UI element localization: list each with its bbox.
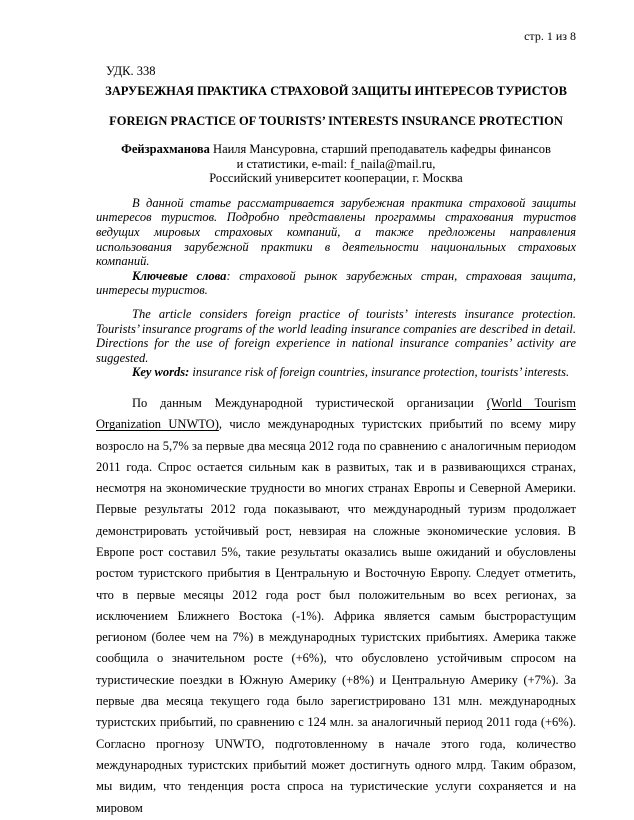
udc-code: УДК. 338 xyxy=(106,64,156,78)
article-title-russian: ЗАРУБЕЖНАЯ ПРАКТИКА СТРАХОВОЙ ЗАЩИТЫ ИНТЕРЕСОВ ТУРИСТОВ xyxy=(105,84,567,98)
keywords-russian-text: : страховой рынок зарубежных стран, страховая защита, интересы туристов. xyxy=(96,268,577,298)
author-line-2-email: и статистики, e-mail: f_naila@mail.ru, xyxy=(236,156,436,171)
keywords-english-text: insurance risk of foreign countries, insurance protection, tourists’ interests. xyxy=(189,365,570,380)
unwto-underlined-reference: (World Tourism Organization UNWTO) xyxy=(96,395,577,432)
abstract-russian: В данной статье рассматривается зарубежная практика страховой защиты интересов туристов. Подробно представлены программы страхования туристов ведущих мировых страховых компаний, а также предложены направления использования зарубежной практики в деятельности национальных страховых компаний. xyxy=(96,195,576,269)
author-block xyxy=(96,142,576,186)
author-line-1 xyxy=(96,142,576,157)
page-number: стр. 1 из 8 xyxy=(524,29,576,43)
article-title-english: FOREIGN PRACTICE OF TOURISTS’ INTERESTS INSURANCE PROTECTION xyxy=(109,114,563,128)
keywords-russian-label: Ключевые слова xyxy=(132,268,227,283)
author-name-position: Наиля Мансуровна, старший преподаватель кафедры финансов xyxy=(209,142,551,156)
abstract-english: The article considers foreign practice of tourists’ interests insurance protection. Tourists’ insurance programs of the world leading insurance companies are described in detail. Directions for the use of foreign experience in national insurance companies’ activity are suggested. xyxy=(96,306,576,365)
keywords-russian xyxy=(96,269,576,298)
keywords-english-label: Key words: xyxy=(132,365,190,380)
author-surname: Фейзрахманова xyxy=(121,142,210,156)
author-line-3-affiliation: Российский университет кооперации, г. Москва xyxy=(209,171,463,186)
keywords-english xyxy=(96,365,576,380)
body-paragraph xyxy=(96,393,576,819)
body-text-rest: , число международных туристских прибытий по всему миру возросло на 5,7% за первые два месяца 2012 года по сравнению с аналогичным периодом 2011 года. Спрос остается сильным как в развитых, так и в развивающихся странах, несмотря на экономические трудности во многих странах Европы и Северной Америки. Первые результаты 2012 года показывают, что международный туризм продолжает демонстрировать устойчивый рост, невзирая на сложные экономические условия. В Европе рост составил 5%, такие результаты оказались выше ожиданий и обусловлены ростом туристского прибытия в Центральную и Восточную Европу. Следует отметить, что в первые месяцы 2012 года рост был положительным во всех регионах, за исключением Ближнего Востока (-1%). Африка является самым быстрорастущим регионом (более чем на 7%) в международных туристских прибытиях. Америка также сообщила о значительном росте (+6%), что обусловлено устойчивым спросом на туристические поездки в Южную Америку (+8%) и Центральную Америку (+7%). За первые два месяца текущего года было зарегистрировано 131 млн. международных туристских прибытий, по сравнению с 124 млн. за аналогичный период 2011 года (+6%). Согласно прогнозу UNWTO, подготовленному в начале этого года, количество международных туристских прибытий может достигнуть одного млрд. Таким образом, мы видим, что тенденция роста спроса на туристические услуги сохраняется и на мировом xyxy=(96,417,576,815)
body-text-start: По данным Международной туристической организации xyxy=(132,395,487,410)
